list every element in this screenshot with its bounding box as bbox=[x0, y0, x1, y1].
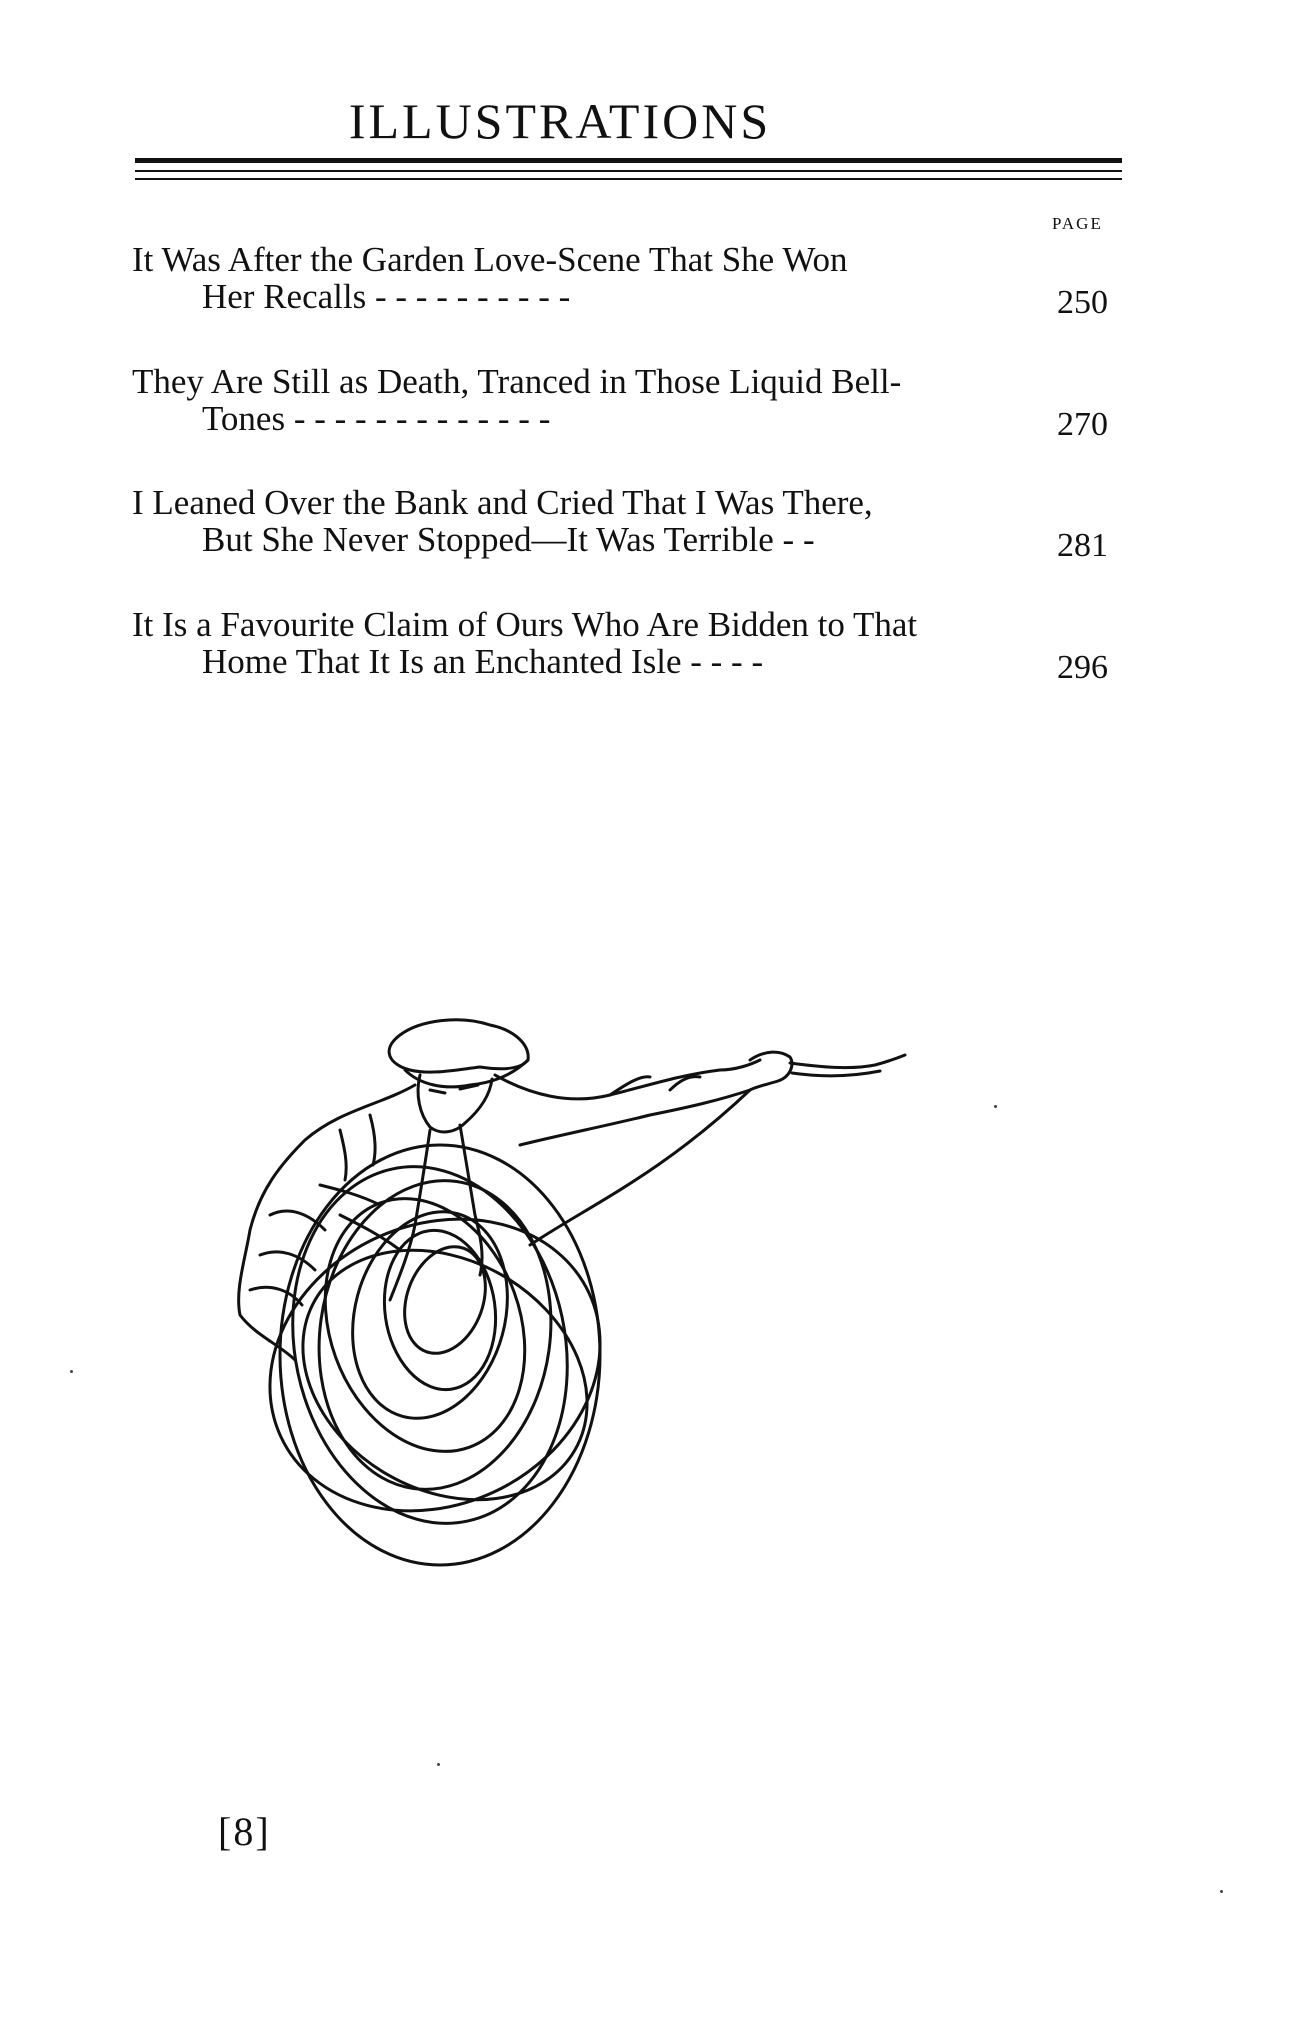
toc-entry-page-number: 281 bbox=[1057, 527, 1108, 564]
scan-speck bbox=[437, 1763, 440, 1766]
page-number: [8] bbox=[218, 1809, 271, 1854]
toc-entry-title-line2: But She Never Stopped—It Was Terrible - - bbox=[202, 520, 815, 559]
figure-with-coiled-rope-icon bbox=[230, 1015, 1010, 1615]
toc-entry-page-number: 296 bbox=[1057, 649, 1108, 686]
page-title: ILLUSTRATIONS bbox=[348, 93, 772, 149]
toc-entry-page-number: 250 bbox=[1057, 284, 1108, 321]
toc-entry-title-line2: Home That It Is an Enchanted Isle - - - - bbox=[202, 642, 764, 681]
page-column-label: PAGE bbox=[1052, 214, 1103, 233]
scan-speck bbox=[1220, 1890, 1223, 1893]
scan-speck bbox=[70, 1370, 73, 1373]
toc-entry-title-line1: It Was After the Garden Love-Scene That She Won bbox=[132, 240, 848, 279]
title-rule-thick bbox=[135, 158, 1122, 163]
toc-entry-page-number: 270 bbox=[1057, 406, 1108, 443]
scan-speck bbox=[994, 1105, 997, 1108]
toc-entry-title-line2: Tones - - - - - - - - - - - - - bbox=[202, 399, 551, 438]
toc-entry-title-line1: I Leaned Over the Bank and Cried That I Was There, bbox=[132, 483, 873, 522]
title-rule-thin-lower bbox=[135, 178, 1122, 180]
title-rule-thin bbox=[135, 170, 1122, 172]
toc-entry-title-line2: Her Recalls - - - - - - - - - - bbox=[202, 277, 571, 316]
toc-entry-title-line1: They Are Still as Death, Tranced in Those Liquid Bell- bbox=[132, 362, 902, 401]
toc-entry-title-line1: It Is a Favourite Claim of Ours Who Are Bidden to That bbox=[132, 605, 918, 644]
